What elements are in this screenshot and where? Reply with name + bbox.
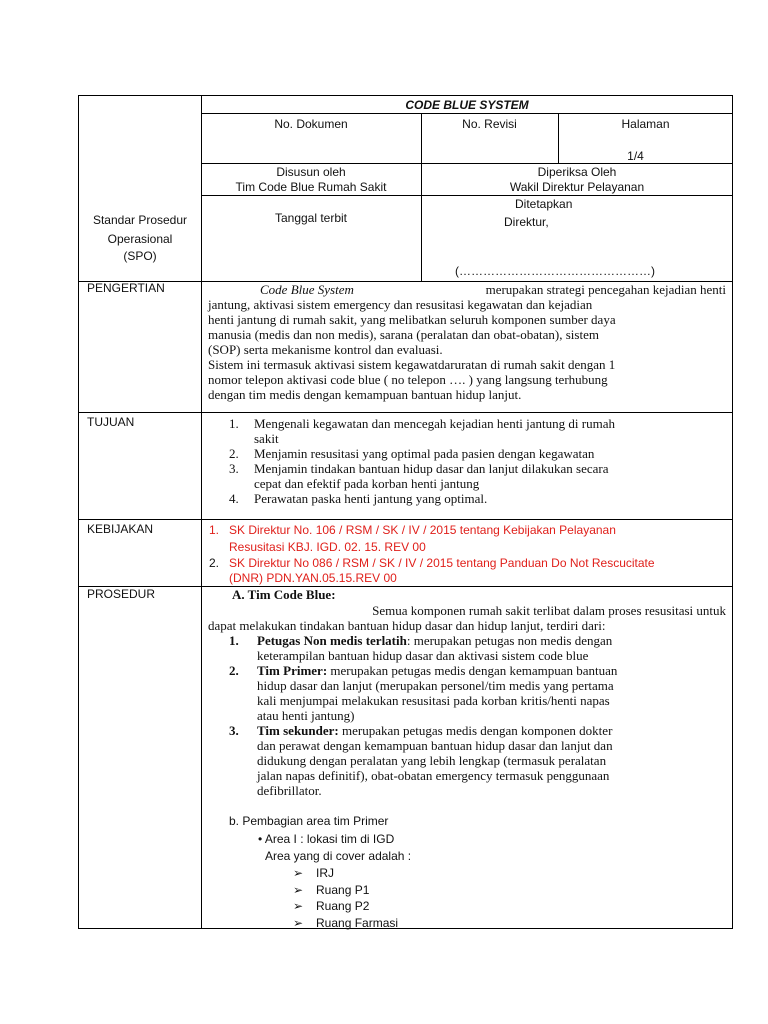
pengertian-text bbox=[208, 282, 726, 402]
pengertian-line: henti jantung di rumah sakit, yang melibatkan seluruh komponen sumber daya bbox=[208, 312, 616, 327]
spo-label-line3: (SPO) bbox=[123, 249, 157, 263]
arrow-icon: ➢ bbox=[293, 866, 304, 880]
section-a-heading: A. Tim Code Blue: bbox=[232, 587, 336, 602]
list-item: 3. Tim sekunder: merupakan petugas medis dengan komponen dokter dan perawat dengan kemampuan bantuan hidup dasar dan lanjut dan didukung dengan peralatan yang lebih lengkap (termasuk peralatan jalan napas definitif), obat-obatan emergency termasuk penggunaan defibrillator. bbox=[229, 723, 613, 798]
spo-label-line2: Operasional bbox=[107, 232, 173, 246]
signature-placeholder: (…………………………………………) bbox=[455, 264, 655, 278]
list-item: 2. Menjamin resusitasi yang optimal pada pasien dengan kegawatan bbox=[229, 446, 595, 461]
no-dokumen-label: No. Dokumen bbox=[274, 117, 348, 131]
list-item: 2. Tim Primer: merupakan petugas medis dengan kemampuan bantuan hidup dasar dan lanjut (merupakan personel/tim medis yang pertama kali menjumpai melakukan resusitasi pada korban kritis/henti napas atau henti jantung) bbox=[229, 663, 618, 723]
kebijakan-label: KEBIJAKAN bbox=[87, 522, 154, 536]
pengertian-line: nomor telepon aktivasi code blue ( no telepon …. ) yang langsung terhubung bbox=[208, 372, 608, 387]
diperiksa-label: Diperiksa Oleh bbox=[537, 165, 617, 179]
list-item: 1. Petugas Non medis terlatih: merupakan petugas non medis dengan keterampilan bantuan hidup dasar dan aktivasi sistem code blue bbox=[229, 633, 613, 663]
halaman-label: Halaman bbox=[621, 117, 670, 131]
pengertian-line: manusia (medis dan non medis), sarana (peralatan dan obat-obatan), sistem bbox=[208, 327, 599, 342]
pengertian-line: dengan tim medis dengan kemampuan bantuan hidup lanjut. bbox=[208, 387, 522, 402]
list-item: ➢ Ruang P1 bbox=[293, 882, 370, 897]
document-title: CODE BLUE SYSTEM bbox=[405, 98, 529, 112]
arrow-icon: ➢ bbox=[293, 899, 304, 913]
row-divider bbox=[201, 195, 733, 196]
kebijakan-list bbox=[209, 522, 729, 586]
row-divider bbox=[79, 412, 733, 413]
arrow-icon: ➢ bbox=[293, 882, 304, 897]
area-list bbox=[293, 865, 398, 931]
direktur-label: Direktur, bbox=[504, 215, 549, 229]
disusun-value: Tim Code Blue Rumah Sakit bbox=[235, 180, 387, 194]
tujuan-list bbox=[229, 416, 709, 506]
tim-list bbox=[229, 633, 726, 798]
pengertian-line-1: Code Blue System merupakan strategi pencegahan kejadian henti bbox=[260, 282, 726, 297]
row-divider bbox=[79, 586, 733, 587]
list-item: ➢ Ruang P2 bbox=[293, 899, 370, 913]
row-divider bbox=[79, 519, 733, 520]
list-item: 2. SK Direktur No 086 / RSM / SK / IV / 2015 tentang Panduan Do Not Rescucitate (DNR) PDN.YAN.05.15.REV 00 bbox=[209, 556, 655, 585]
area-cover-label: Area yang di cover adalah : bbox=[265, 849, 412, 863]
pengertian-line: (SOP) serta mekanisme kontrol dan evaluasi. bbox=[208, 342, 443, 357]
section-b-heading: b. Pembagian area tim Primer bbox=[229, 814, 389, 828]
tanggal-terbit-label: Tanggal terbit bbox=[274, 211, 348, 225]
pengertian-line: jantung, aktivasi sistem emergency dan resusitasi kegawatan dan kejadian bbox=[208, 297, 593, 312]
disusun-label: Disusun oleh bbox=[276, 165, 346, 179]
prosedur-label: PROSEDUR bbox=[87, 587, 156, 601]
prosedur-intro: Semua komponen rumah sakit terlibat dalam proses resusitasi untuk dapat melakukan tindakan bantuan hidup dasar dan hidup lanjut, terdiri dari: bbox=[208, 603, 726, 633]
list-item: 1. Mengenali kegawatan dan mencegah kejadian henti jantung di rumah sakit bbox=[229, 416, 615, 446]
ditetapkan-label: Ditetapkan bbox=[515, 197, 573, 211]
list-item: 3. Menjamin tindakan bantuan hidup dasar dan lanjut dilakukan secara cepat dan efektif pada korban henti jantung bbox=[229, 461, 609, 491]
row-divider bbox=[201, 113, 733, 114]
area-bullet: • Area I : lokasi tim di IGD bbox=[258, 832, 395, 846]
list-item: 1. SK Direktur No. 106 / RSM / SK / IV / 2015 tentang Kebijakan Pelayanan Resusitasi KBJ. IGD. 02. 15. REV 00 bbox=[209, 523, 616, 554]
code-blue-term: Code Blue System bbox=[260, 282, 354, 297]
list-item: 4. Perawatan paska henti jantung yang optimal. bbox=[229, 491, 488, 506]
halaman-value: 1/4 bbox=[627, 149, 644, 163]
list-item: ➢ IRJ bbox=[293, 866, 334, 880]
column-divider bbox=[421, 113, 422, 281]
spo-document bbox=[78, 95, 733, 929]
list-item: ➢ Ruang Farmasi bbox=[293, 915, 399, 930]
diperiksa-value: Wakil Direktur Pelayanan bbox=[509, 180, 645, 194]
pengertian-label: PENGERTIAN bbox=[87, 281, 165, 295]
no-revisi-label: No. Revisi bbox=[462, 117, 517, 131]
spo-label-line1: Standar Prosedur bbox=[92, 213, 188, 227]
pengertian-line: Sistem ini termasuk aktivasi sistem kegawatdaruratan di rumah sakit dengan 1 bbox=[208, 357, 616, 372]
arrow-icon: ➢ bbox=[293, 915, 304, 930]
tujuan-label: TUJUAN bbox=[87, 415, 135, 429]
bullet-icon: • bbox=[258, 832, 263, 846]
